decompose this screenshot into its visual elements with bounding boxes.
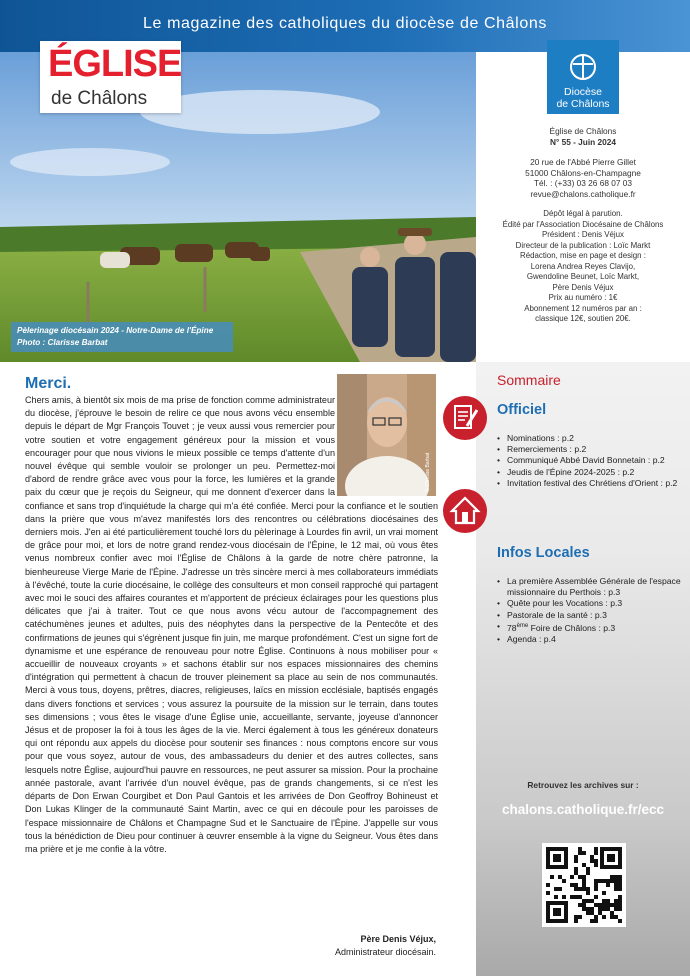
qr-module — [586, 911, 590, 915]
qr-module — [606, 907, 610, 911]
qr-module — [554, 887, 558, 891]
qr-code[interactable] — [542, 843, 626, 927]
legal-line: Abonnement 12 numéros par an : — [524, 303, 642, 313]
qr-module — [586, 891, 590, 895]
address-block — [476, 157, 690, 199]
diocese-logo-line1: Diocèse — [564, 86, 602, 98]
issue-title: Église de Châlons — [549, 126, 617, 136]
portrait-credit: © Clarisse Barbat — [425, 452, 431, 492]
qr-module — [578, 847, 582, 851]
qr-module — [578, 915, 582, 919]
qr-module — [594, 903, 598, 907]
qr-module — [562, 895, 566, 899]
qr-module — [590, 859, 594, 863]
list-item[interactable]: • Agenda : p.4 — [497, 634, 682, 645]
list-item[interactable]: • Remerciements : p.2 — [497, 444, 682, 455]
qr-module — [614, 907, 618, 911]
issue-number: N° 55 - Juin 2024 — [549, 136, 617, 147]
qr-module — [610, 911, 614, 915]
sommaire-title: Sommaire — [497, 372, 561, 388]
list-item[interactable]: • Quête pour les Vocations : p.3 — [497, 598, 682, 609]
qr-module — [578, 875, 582, 879]
qr-module — [598, 911, 602, 915]
address-line: 51000 Châlons-en-Champagne — [525, 167, 641, 178]
qr-module — [586, 871, 590, 875]
qr-module — [614, 887, 618, 891]
foire-number: 78 — [507, 622, 517, 633]
editorial-body — [25, 394, 438, 856]
qr-module — [602, 879, 606, 883]
address-line: 20 rue de l'Abbé Pierre Gillet — [530, 157, 636, 167]
qr-module — [586, 907, 590, 911]
legal-line: Lorena Andrea Reyes Clavijo, — [530, 261, 636, 271]
signature — [335, 933, 436, 959]
caption-title: Pèlerinage diocésain 2024 - Notre-Dame de l'Épine — [17, 326, 214, 335]
magazine-logo — [40, 41, 181, 113]
qr-module — [610, 915, 614, 919]
qr-module — [590, 911, 594, 915]
legal-line: Édité par l'Association Diocésaine de Châlons — [502, 219, 664, 229]
qr-module — [574, 883, 578, 887]
qr-module — [594, 915, 598, 919]
legal-line: classique 12€, soutien 20€. — [535, 314, 631, 323]
legal-line: Rédaction, mise en page et design : — [520, 251, 646, 260]
qr-module — [610, 875, 614, 879]
qr-module — [594, 919, 598, 923]
qr-module — [610, 903, 614, 907]
qr-module — [590, 899, 594, 903]
legal-line: Directeur de la publication : Loïc Markt — [515, 240, 651, 250]
qr-module — [574, 855, 578, 859]
qr-module — [594, 883, 598, 887]
legal-line: Gwendoline Beunet, Loïc Markt, — [526, 272, 640, 281]
editorial-title: Merci. — [25, 375, 72, 392]
qr-module — [578, 887, 582, 891]
qr-module — [590, 907, 594, 911]
qr-module — [602, 899, 606, 903]
qr-module — [574, 919, 578, 923]
home-icon — [443, 489, 487, 533]
logo-eglise: ÉGLISE — [48, 43, 182, 85]
legal-line: Dépôt légal à parution. — [543, 209, 623, 218]
photo-caption — [11, 322, 233, 352]
qr-module — [602, 891, 606, 895]
qr-module — [614, 879, 618, 883]
qr-module — [602, 915, 606, 919]
qr-module — [614, 883, 618, 887]
qr-module — [614, 915, 618, 919]
qr-module — [570, 883, 574, 887]
qr-module — [618, 919, 622, 923]
qr-module — [582, 907, 586, 911]
list-item[interactable]: • Jeudis de l'Épine 2024-2025 : p.2 — [497, 467, 682, 478]
qr-module — [590, 919, 594, 923]
qr-module — [546, 883, 550, 887]
legal-line: Président : Denis Véjux — [541, 230, 624, 239]
qr-module — [558, 887, 562, 891]
list-item[interactable]: • La première Assemblée Générale de l'espace missionnaire du Perthois : p.3 — [497, 576, 682, 598]
qr-module — [602, 903, 606, 907]
email-line[interactable]: revue@chalons.catholique.fr — [530, 188, 636, 199]
foire-label: Foire de Châlons : p.3 — [530, 622, 616, 633]
diocese-logo — [547, 40, 619, 114]
qr-module — [614, 903, 618, 907]
qr-module — [586, 887, 590, 891]
qr-module — [602, 907, 606, 911]
signature-name: Père Denis Véjux, — [360, 934, 436, 944]
qr-module — [614, 875, 618, 879]
magazine-tagline: Le magazine des catholiques du diocèse de Châlons — [143, 15, 547, 32]
qr-module — [574, 915, 578, 919]
qr-module — [586, 899, 590, 903]
qr-module — [618, 875, 622, 879]
qr-module — [598, 903, 602, 907]
qr-module — [618, 899, 622, 903]
qr-module — [598, 907, 602, 911]
archives-link[interactable]: chalons.catholique.fr/ecc — [501, 802, 665, 817]
qr-module — [578, 851, 582, 855]
editorial-paragraph: Chers amis, à bientôt six mois de ma prise de fonction comme administrateur du diocèse, j'éprouve le besoin de relire ce que nous avons vécu ensemble depuis le départ de Mgr François Touvet ; je veux aussi vous remercier pour votre soutien et votre engagement généreux pour la mission et vous encourager pour que nous vivions le mieux possible ce temps d'attente d'un nouvel évêque qui semble vouloir se prolonger un peu. Permettez-moi d'abord de rendre grâce avec vous pour la force, les lumières et la grande paix du cœur que je reçois du Seigneur, qui me donnent d'exercer dans la confiance et sans trop d'inquiétude la charge qui m'a été confiée. Merci pour la confiance et le soutien dans la prière que vous m'avez manifestés lors des rencontres ou célébrations diocésaines des derniers mois. J'en ai été particulièrement touché lors du pèlerinage à Lourdes fin avril, un vrai moment de grâce pour moi, et lors de notre grand rendez-vous diocésain de l'Épine, le 12 mai, où vous êtes venus nombreux confier avec moi l'Église de Châlons à la garde de notre chère patronne, la bienheureuse Vierge Marie de l'Épine. J'adresse un très sincère merci à mes collaborateurs immédiats à l'évêché, toute la curie diocésaine, le collège des consulteurs et mon conseil rapproché qui partagent avec moi le souci des affaires courantes et m'apportent de précieux éclairages pour les questions plus délicates que j'ai à traiter. Tout ce que nous avons vécu autour de l'accompagnement des catéchumènes jeunes et adultes, puis des néophytes dans la perspective de la Pentecôte et des confirmations de jeunes qui s'égrènent jusque fin juin, me marque profondément. C'est un signe fort de dynamisme et une espérance de renouveau pour notre Église. Continuons à nous mobiliser pour « accueillir de nouveaux croyants » et sachons établir sur nos espaces missionnaires des chemins d'intégration qui permettent à chacun de trouver pleinement sa place au sein de nos communautés. Merci à vous tous, doyens, prêtres, diacres, religieuses, laïcs en mission ecclésiale, baptisés engagés dans divers fonctions et services ; vous assurez la poursuite de la mission sur le terrain, dans toutes ses dimensions ; vous êtes le visage d'une Église unie, accueillante, servante, joyeuse d'annoncer Jésus et de proposer la foi à tous les âges de la vie. Merci également à tous les généreux donateurs qui ont répondu aux appels du diocèse pour soutenir ses finances : nous comptons encore sur vous pour que vous soyez, autour de vous, des ambassadeurs du denier et des autres collectes, sans lesquels notre Église, aujourd'hui pauvre en ressources, ne peut assurer sa mission. Pour la prochaine année pastorale, avant l'arrivée d'un nouvel évêque, pas de grands changements, si ce n'est les départs de Don Erwan Courgibet et Don Paul Gantois et les arrivées de Don Geoffroy Bohineust et Don Lukas Klinger de la communauté Saint Martin, avec ce qui en découle pour les paroisses de l'espace missionnaire de Châlons et Champagne Sud et le Sanctuaire de l'Épine. J'appelle sur vous tous la bénédiction de Dieu pour continuer à œuvrer ensemble à la vigne du Seigneur. Vous êtes dans ma prière et je me confie à la vôtre. — [25, 395, 438, 854]
archives-label: Retrouvez les archives sur : — [527, 780, 639, 790]
qr-module — [618, 895, 622, 899]
qr-module — [582, 875, 586, 879]
qr-module — [582, 851, 586, 855]
qr-module — [594, 859, 598, 863]
qr-module — [610, 879, 614, 883]
qr-module — [618, 879, 622, 883]
qr-module — [618, 907, 622, 911]
legal-line: Prix au numéro : 1€ — [548, 293, 618, 302]
qr-module — [582, 879, 586, 883]
qr-module — [618, 887, 622, 891]
portrait-spacer — [335, 394, 438, 494]
qr-module — [574, 887, 578, 891]
qr-module — [574, 867, 578, 871]
qr-module — [550, 875, 554, 879]
qr-module — [562, 879, 566, 883]
diocese-logo-line2: de Châlons — [556, 98, 610, 110]
qr-module — [582, 883, 586, 887]
section-title-infos-locales: Infos Locales — [497, 545, 590, 561]
list-item[interactable]: • Invitation festival des Chrétiens d'Orient : p.2 — [497, 478, 682, 489]
qr-module — [574, 895, 578, 899]
legal-block — [476, 209, 690, 325]
qr-module — [554, 895, 558, 899]
qr-module — [582, 899, 586, 903]
qr-module — [586, 867, 590, 871]
qr-module — [594, 851, 598, 855]
qr-module — [574, 871, 578, 875]
qr-module — [558, 875, 562, 879]
infos-locales-list — [497, 576, 682, 645]
qr-module — [594, 895, 598, 899]
document-pen-icon — [443, 396, 487, 440]
foire-suffix: ème — [516, 622, 529, 629]
list-item[interactable]: • Communiqué Abbé David Bonnetain : p.2 — [497, 455, 682, 466]
qr-module — [598, 879, 602, 883]
officiel-list — [497, 433, 682, 489]
issue-heading — [476, 126, 690, 147]
list-item[interactable]: • Pastorale de la santé : p.3 — [497, 610, 682, 621]
qr-module — [614, 899, 618, 903]
qr-module — [618, 903, 622, 907]
qr-module — [594, 847, 598, 851]
qr-module — [582, 863, 586, 867]
qr-module — [590, 855, 594, 859]
qr-module — [546, 891, 550, 895]
qr-module — [606, 903, 610, 907]
qr-module — [606, 883, 610, 887]
qr-code-graphic — [542, 843, 626, 927]
qr-module — [574, 859, 578, 863]
logo-chalons: de Châlons — [51, 88, 148, 109]
signature-role: Administrateur diocésain. — [334, 947, 436, 957]
qr-module — [594, 879, 598, 883]
diocese-emblem-icon — [568, 52, 598, 82]
qr-module — [570, 895, 574, 899]
qr-module — [582, 887, 586, 891]
list-item-foire[interactable] — [497, 621, 682, 634]
phone-line: Tél. : (+33) 03 26 68 07 03 — [533, 178, 632, 188]
qr-module — [570, 875, 574, 879]
qr-module — [578, 903, 582, 907]
section-title-officiel: Officiel — [497, 402, 547, 418]
qr-module — [606, 899, 610, 903]
qr-module — [578, 895, 582, 899]
caption-credit: Photo : Clarisse Barbat — [17, 338, 108, 347]
qr-module — [606, 879, 610, 883]
sommaire-panel — [476, 362, 690, 976]
qr-module — [582, 903, 586, 907]
list-item[interactable]: • Nominations : p.2 — [497, 433, 682, 444]
qr-module — [594, 863, 598, 867]
qr-module — [594, 887, 598, 891]
issue-info — [476, 52, 690, 362]
legal-line: Père Denis Véjux — [552, 282, 614, 292]
qr-module — [618, 883, 622, 887]
